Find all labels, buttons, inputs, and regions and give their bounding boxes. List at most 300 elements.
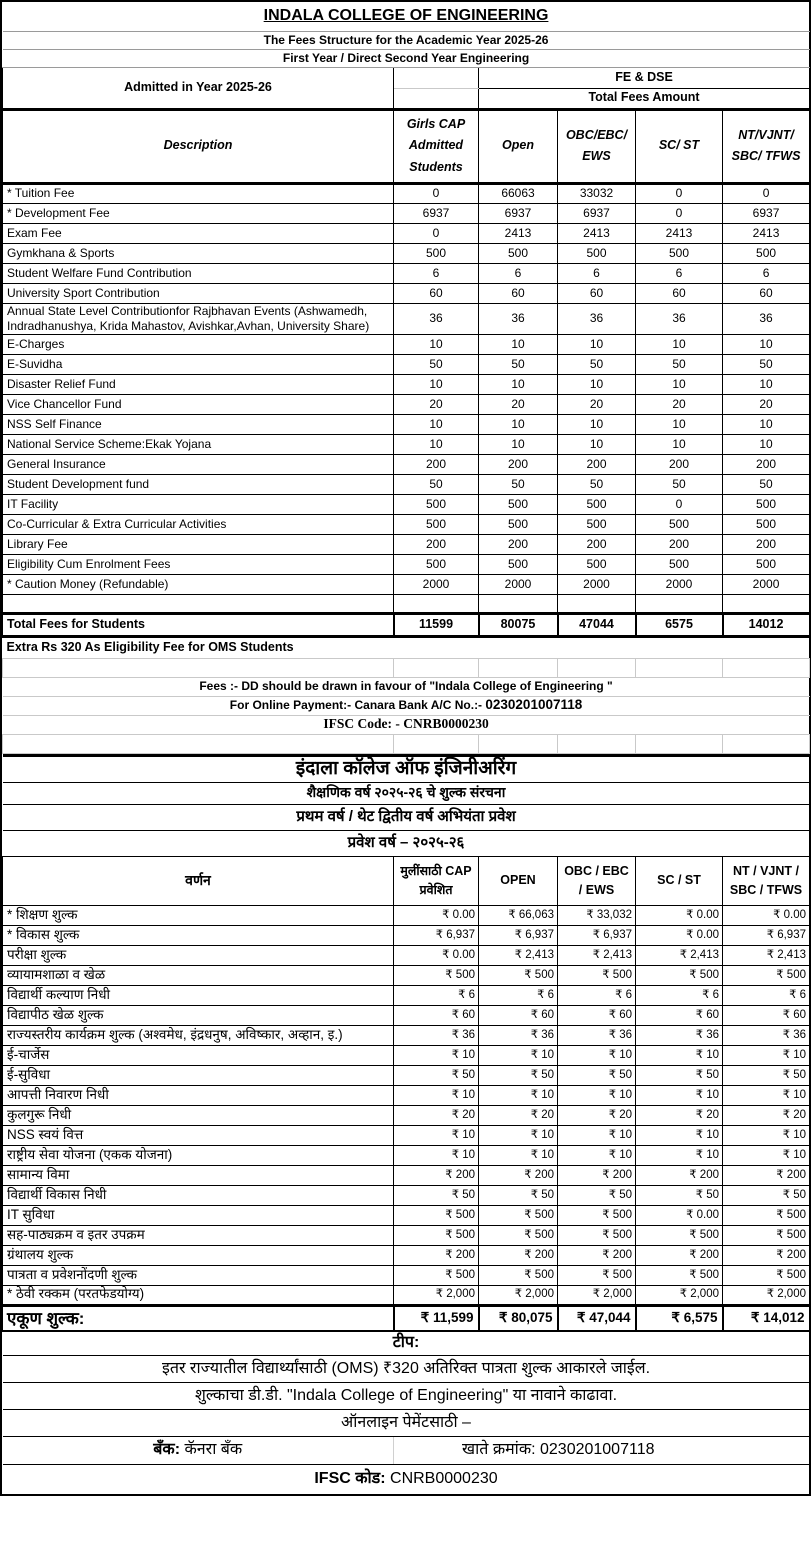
total-value: ₹ 47,044 — [558, 1305, 636, 1331]
fee-value: ₹ 10 — [723, 1085, 810, 1105]
note-title: टीप: — [3, 1331, 810, 1355]
table-row — [3, 474, 810, 494]
fee-value: ₹ 200 — [479, 1245, 558, 1265]
fee-value: ₹ 200 — [394, 1245, 479, 1265]
empty-cell — [558, 594, 636, 613]
college-title: INDALA COLLEGE OF ENGINEERING — [3, 2, 810, 31]
fee-description: * Caution Money (Refundable) — [3, 574, 394, 594]
table-row — [3, 1125, 810, 1145]
fee-value: 200 — [636, 454, 723, 474]
fee-value: ₹ 10 — [636, 1145, 723, 1165]
admitted-year-header: Admitted in Year 2025-26 — [3, 67, 394, 109]
fee-value: 10 — [479, 434, 558, 454]
extra-fee-note-row — [3, 636, 810, 658]
fee-value: 2000 — [723, 574, 810, 594]
fee-value: 10 — [558, 414, 636, 434]
fee-description: ई-चार्जेस — [3, 1045, 394, 1065]
fee-value: 6937 — [558, 203, 636, 223]
fee-value: 0 — [723, 183, 810, 203]
table-row — [3, 1045, 810, 1065]
fee-value: ₹ 50 — [479, 1065, 558, 1085]
fee-value: 10 — [479, 414, 558, 434]
fee-value: ₹ 0.00 — [723, 905, 810, 925]
fee-value: ₹ 200 — [636, 1245, 723, 1265]
fee-value: ₹ 200 — [723, 1165, 810, 1185]
fee-value: ₹ 50 — [723, 1185, 810, 1205]
online-payment-note-marathi: ऑनलाइन पेमेंटसाठी – — [3, 1409, 810, 1436]
fee-value: ₹ 60 — [394, 1005, 479, 1025]
fee-value: 200 — [558, 534, 636, 554]
fee-value: 50 — [558, 474, 636, 494]
fee-value: ₹ 20 — [394, 1105, 479, 1125]
table-row — [3, 203, 810, 223]
fee-description: पात्रता व प्रवेशनोंदणी शुल्क — [3, 1265, 394, 1285]
fee-value: ₹ 6,937 — [479, 925, 558, 945]
admission-year-row-marathi — [3, 830, 810, 856]
fee-value: 50 — [636, 354, 723, 374]
fee-value: 10 — [394, 374, 479, 394]
fee-value: ₹ 36 — [394, 1025, 479, 1045]
fee-value: 500 — [723, 514, 810, 534]
fee-value: ₹ 10 — [723, 1045, 810, 1065]
fee-value: 10 — [636, 434, 723, 454]
col-description: Description — [3, 109, 394, 183]
subtitle-row-marathi — [3, 804, 810, 830]
fee-value: ₹ 500 — [479, 965, 558, 985]
empty-cell — [394, 594, 479, 613]
total-row-english — [3, 613, 810, 636]
fee-value: ₹ 60 — [479, 1005, 558, 1025]
table-row — [3, 1265, 810, 1285]
fee-description: * Tuition Fee — [3, 183, 394, 203]
fee-value: 10 — [723, 374, 810, 394]
group-subheader: Total Fees Amount — [479, 88, 810, 109]
fee-description: Eligibility Cum Enrolment Fees — [3, 554, 394, 574]
fee-value: ₹ 36 — [479, 1025, 558, 1045]
table-row — [3, 1285, 810, 1305]
table-row — [3, 1025, 810, 1045]
fee-value: 36 — [636, 303, 723, 334]
fee-description: राष्ट्रीय सेवा योजना (एकक योजना) — [3, 1145, 394, 1165]
fee-rows-marathi — [3, 905, 810, 1305]
fee-value: 36 — [558, 303, 636, 334]
fee-value: ₹ 0.00 — [636, 905, 723, 925]
empty-cell — [394, 67, 479, 88]
fee-value: 20 — [723, 394, 810, 414]
fee-value: ₹ 2,413 — [479, 945, 558, 965]
fee-value: ₹ 10 — [479, 1125, 558, 1145]
fee-value: ₹ 50 — [723, 1065, 810, 1085]
total-label: Total Fees for Students — [3, 613, 394, 636]
fee-description: सामान्य विमा — [3, 1165, 394, 1185]
title-row-marathi — [3, 755, 810, 782]
col-girls-cap: Girls CAP Admitted Students — [394, 109, 479, 183]
table-row — [3, 434, 810, 454]
fee-value: ₹ 10 — [479, 1085, 558, 1105]
fee-rows-english — [3, 183, 810, 594]
fee-description: Exam Fee — [3, 223, 394, 243]
fee-value: 0 — [394, 183, 479, 203]
oms-note-row — [3, 1355, 810, 1382]
fee-value: 200 — [723, 454, 810, 474]
table-row — [3, 905, 810, 925]
dd-note: Fees :- DD should be drawn in favour of "Indala College of Engineering " — [3, 677, 810, 696]
fee-value: 2413 — [479, 223, 558, 243]
empty-cell — [394, 658, 479, 677]
fee-value: ₹ 6,937 — [558, 925, 636, 945]
fee-value: ₹ 2,000 — [636, 1285, 723, 1305]
column-header-row-marathi — [3, 856, 810, 905]
college-title-marathi: इंदाला कॉलेज ऑफ इंजिनीअरिंग — [3, 755, 810, 782]
ifsc-row — [3, 715, 810, 734]
fee-value: 2413 — [558, 223, 636, 243]
table-row — [3, 414, 810, 434]
fee-value: ₹ 50 — [636, 1065, 723, 1085]
fee-value: 50 — [479, 354, 558, 374]
fee-value: 36 — [394, 303, 479, 334]
fee-value: 0 — [636, 203, 723, 223]
fee-value: 50 — [723, 354, 810, 374]
fee-value: 10 — [723, 334, 810, 354]
fee-value: ₹ 500 — [558, 965, 636, 985]
table-row — [3, 1225, 810, 1245]
table-row — [3, 1105, 810, 1125]
fee-value: ₹ 10 — [558, 1045, 636, 1065]
empty-cell — [636, 594, 723, 613]
fee-value: 200 — [394, 454, 479, 474]
empty-cell — [479, 658, 558, 677]
table-row — [3, 243, 810, 263]
fee-description: Vice Chancellor Fund — [3, 394, 394, 414]
table-row — [3, 1205, 810, 1225]
fee-value: ₹ 50 — [394, 1065, 479, 1085]
fee-value: ₹ 66,063 — [479, 905, 558, 925]
fee-value: 10 — [558, 434, 636, 454]
fee-value: ₹ 500 — [723, 1265, 810, 1285]
fee-value: 10 — [394, 414, 479, 434]
fee-description: Gymkhana & Sports — [3, 243, 394, 263]
fee-value: 6 — [558, 263, 636, 283]
fee-description: * ठेवी रक्कम (परतफेडयोग्य) — [3, 1285, 394, 1305]
col-nt-marathi: NT / VJNT / SBC / TFWS — [723, 856, 810, 905]
fees-table-marathi — [2, 754, 811, 1495]
fee-description: विद्यार्थी विकास निधी — [3, 1185, 394, 1205]
fee-value: 10 — [479, 334, 558, 354]
col-description-marathi: वर्णन — [3, 856, 394, 905]
fee-value: 2000 — [558, 574, 636, 594]
col-open-marathi: OPEN — [479, 856, 558, 905]
col-sc-st-marathi: SC / ST — [636, 856, 723, 905]
ifsc-label: IFSC कोड: — [314, 1470, 386, 1488]
fee-value: 200 — [394, 534, 479, 554]
fee-value: 200 — [479, 454, 558, 474]
fee-value: ₹ 36 — [558, 1025, 636, 1045]
fee-value: 500 — [636, 514, 723, 534]
fee-value: 50 — [394, 354, 479, 374]
empty-cell — [558, 734, 636, 753]
fee-description: Annual State Level Contributionfor Rajbhavan Events (Ashwamedh, Indradhanushya, Krida Mahastov, Avishkar,Avhan, University Share) — [3, 303, 394, 334]
total-value: ₹ 80,075 — [479, 1305, 558, 1331]
fee-value: ₹ 500 — [394, 1225, 479, 1245]
dd-note-marathi: शुल्काचा डी.डी. "Indala College of Engineering" या नावाने काढावा. — [3, 1382, 810, 1409]
fee-value: 500 — [636, 243, 723, 263]
empty-cell — [723, 1436, 810, 1464]
fee-value: ₹ 10 — [636, 1085, 723, 1105]
fee-value: 6937 — [394, 203, 479, 223]
fee-value: 10 — [394, 334, 479, 354]
bank-label: बँक: — [153, 1441, 181, 1458]
fee-value: 20 — [636, 394, 723, 414]
empty-cell — [3, 658, 394, 677]
fee-value: 36 — [723, 303, 810, 334]
fee-description: ई-सुविधा — [3, 1065, 394, 1085]
fee-description: NSS स्वयं वित्त — [3, 1125, 394, 1145]
ifsc-value: CNRB0000230 — [385, 1470, 498, 1488]
fee-value: ₹ 10 — [394, 1145, 479, 1165]
fee-value: ₹ 10 — [479, 1045, 558, 1065]
fee-value: ₹ 500 — [723, 1225, 810, 1245]
fees-structure-subtitle: The Fees Structure for the Academic Year 2025-26 — [3, 31, 810, 49]
empty-cell — [394, 734, 479, 753]
column-header-row — [3, 109, 810, 183]
total-value: 14012 — [723, 613, 810, 636]
account-label: खाते क्रमांक: — [462, 1441, 536, 1458]
fee-value: ₹ 0.00 — [636, 1205, 723, 1225]
year-subtitle: First Year / Direct Second Year Engineering — [3, 49, 810, 67]
fee-value: ₹ 500 — [558, 1225, 636, 1245]
fee-value: ₹ 10 — [723, 1125, 810, 1145]
col-obc-marathi: OBC / EBC / EWS — [558, 856, 636, 905]
fees-structure-subtitle-marathi: शैक्षणिक वर्ष २०२५-२६ चे शुल्क संरचना — [3, 782, 810, 804]
filler-row — [3, 734, 810, 753]
fee-value: 10 — [479, 374, 558, 394]
bank-name — [3, 1436, 394, 1464]
fee-value: ₹ 6 — [479, 985, 558, 1005]
fee-description: * विकास शुल्क — [3, 925, 394, 945]
online-payment-row — [3, 696, 810, 715]
fee-value: ₹ 500 — [479, 1225, 558, 1245]
ifsc-row-marathi — [3, 1464, 810, 1494]
fee-value: ₹ 2,000 — [479, 1285, 558, 1305]
fee-value: ₹ 500 — [394, 1205, 479, 1225]
fee-value: ₹ 500 — [558, 1205, 636, 1225]
fee-value: 60 — [636, 283, 723, 303]
fee-value: 10 — [636, 334, 723, 354]
fee-description: सह-पाठ्यक्रम व इतर उपक्रम — [3, 1225, 394, 1245]
fee-value: ₹ 200 — [394, 1165, 479, 1185]
fee-value: 500 — [558, 243, 636, 263]
table-row — [3, 945, 810, 965]
fee-description: E-Charges — [3, 334, 394, 354]
fee-description: विद्यापीठ खेळ शुल्क — [3, 1005, 394, 1025]
fee-description: * Development Fee — [3, 203, 394, 223]
account-number: 0230201007118 — [485, 697, 583, 713]
fee-value: ₹ 2,000 — [723, 1285, 810, 1305]
fee-value: 10 — [723, 414, 810, 434]
ifsc-code-marathi — [3, 1464, 810, 1494]
table-row — [3, 514, 810, 534]
fee-value: ₹ 50 — [394, 1185, 479, 1205]
fee-value: ₹ 2,000 — [394, 1285, 479, 1305]
table-row — [3, 494, 810, 514]
fee-value: ₹ 2,413 — [723, 945, 810, 965]
fee-value: 500 — [636, 554, 723, 574]
col-open: Open — [479, 109, 558, 183]
fee-value: 20 — [394, 394, 479, 414]
fee-description: General Insurance — [3, 454, 394, 474]
fee-value: 500 — [558, 494, 636, 514]
dd-note-row-marathi — [3, 1382, 810, 1409]
fee-value: ₹ 10 — [636, 1125, 723, 1145]
fee-description: Disaster Relief Fund — [3, 374, 394, 394]
fee-value: 10 — [636, 414, 723, 434]
fee-value: 2413 — [636, 223, 723, 243]
fee-value: ₹ 20 — [723, 1105, 810, 1125]
total-value: 6575 — [636, 613, 723, 636]
col-obc: OBC/EBC/ EWS — [558, 109, 636, 183]
fee-value: 6937 — [723, 203, 810, 223]
subtitle-row — [3, 31, 810, 49]
fee-value: 200 — [723, 534, 810, 554]
fee-value: ₹ 10 — [479, 1145, 558, 1165]
empty-row — [3, 594, 810, 613]
fee-description: राज्यस्तरीय कार्यक्रम शुल्क (अश्वमेध, इंद्रधनुष, अविष्कार, अव्हान, इ.) — [3, 1025, 394, 1045]
fee-value: ₹ 10 — [558, 1085, 636, 1105]
fee-value: ₹ 10 — [558, 1125, 636, 1145]
fee-value: 60 — [558, 283, 636, 303]
fee-value: 500 — [394, 554, 479, 574]
fee-value: ₹ 10 — [394, 1085, 479, 1105]
fee-value: 50 — [394, 474, 479, 494]
filler-row — [3, 658, 810, 677]
fee-description: कुलगुरू निधी — [3, 1105, 394, 1125]
table-row — [3, 263, 810, 283]
total-label-marathi: एकूण शुल्क: — [3, 1305, 394, 1331]
col-nt: NT/VJNT/ SBC/ TFWS — [723, 109, 810, 183]
empty-cell — [723, 734, 810, 753]
table-row — [3, 394, 810, 414]
fee-description: विद्यार्थी कल्याण निधी — [3, 985, 394, 1005]
fee-description: व्यायामशाळा व खेळ — [3, 965, 394, 985]
fee-value: 2000 — [479, 574, 558, 594]
fee-value: 60 — [394, 283, 479, 303]
table-row — [3, 1005, 810, 1025]
total-value: ₹ 14,012 — [723, 1305, 810, 1331]
fee-value: ₹ 50 — [558, 1065, 636, 1085]
fee-value: ₹ 60 — [723, 1005, 810, 1025]
fee-value: 10 — [558, 374, 636, 394]
fee-value: ₹ 50 — [479, 1185, 558, 1205]
online-payment-label: For Online Payment:- Canara Bank A/C No.:- — [229, 698, 486, 713]
fee-value: ₹ 10 — [394, 1045, 479, 1065]
online-payment-row-marathi — [3, 1409, 810, 1436]
total-value: ₹ 6,575 — [636, 1305, 723, 1331]
empty-cell — [723, 594, 810, 613]
fee-value: ₹ 20 — [479, 1105, 558, 1125]
fee-value: ₹ 500 — [394, 1265, 479, 1285]
fee-value: 6 — [723, 263, 810, 283]
table-row — [3, 454, 810, 474]
table-row — [3, 1065, 810, 1085]
ifsc-code: IFSC Code: - CNRB0000230 — [3, 715, 810, 734]
table-row — [3, 534, 810, 554]
fee-value: 500 — [394, 514, 479, 534]
fee-value: 20 — [479, 394, 558, 414]
fee-value: 10 — [636, 374, 723, 394]
fee-value: 200 — [636, 534, 723, 554]
subtitle-row — [3, 49, 810, 67]
fee-value: 36 — [479, 303, 558, 334]
empty-cell — [636, 734, 723, 753]
fee-value: 60 — [479, 283, 558, 303]
oms-note: इतर राज्यातील विद्यार्थ्यांसाठी (OMS) ₹320 अतिरिक्त पात्रता शुल्क आकारले जाईल. — [3, 1355, 810, 1382]
fee-value: ₹ 500 — [723, 965, 810, 985]
fee-value: ₹ 2,413 — [636, 945, 723, 965]
fee-value: 10 — [394, 434, 479, 454]
fee-value: ₹ 500 — [558, 1265, 636, 1285]
table-row — [3, 554, 810, 574]
fee-value: 50 — [479, 474, 558, 494]
fee-value: 500 — [479, 514, 558, 534]
fee-value: ₹ 60 — [636, 1005, 723, 1025]
fee-value: ₹ 6 — [558, 985, 636, 1005]
note-title-row — [3, 1331, 810, 1355]
fee-description: Co-Curricular & Extra Curricular Activities — [3, 514, 394, 534]
fee-description: E-Suvidha — [3, 354, 394, 374]
fee-description: IT Facility — [3, 494, 394, 514]
fees-table-english — [2, 2, 811, 754]
table-row — [3, 334, 810, 354]
bank-value: कॅनरा बँक — [180, 1441, 243, 1458]
fee-description: परीक्षा शुल्क — [3, 945, 394, 965]
fee-value: ₹ 36 — [636, 1025, 723, 1045]
fee-value: ₹ 200 — [636, 1165, 723, 1185]
fee-description: Library Fee — [3, 534, 394, 554]
fee-value: ₹ 2,000 — [558, 1285, 636, 1305]
fee-value: ₹ 50 — [636, 1185, 723, 1205]
extra-fee-note: Extra Rs 320 As Eligibility Fee for OMS Students — [3, 636, 810, 658]
empty-cell — [558, 658, 636, 677]
fee-value: 50 — [723, 474, 810, 494]
fee-value: ₹ 200 — [723, 1245, 810, 1265]
fee-value: ₹ 20 — [636, 1105, 723, 1125]
table-row — [3, 1145, 810, 1165]
total-value: 47044 — [558, 613, 636, 636]
fee-description: * शिक्षण शुल्क — [3, 905, 394, 925]
empty-cell — [394, 88, 479, 109]
fee-value: ₹ 500 — [479, 1265, 558, 1285]
table-row — [3, 1165, 810, 1185]
fee-value: ₹ 500 — [394, 965, 479, 985]
fee-value: ₹ 0.00 — [394, 945, 479, 965]
fee-value: 500 — [394, 494, 479, 514]
table-row — [3, 1085, 810, 1105]
fee-value: 500 — [479, 494, 558, 514]
year-subtitle-marathi: प्रथम वर्ष / थेट द्वितीय वर्ष अभियंता प्रवेश — [3, 804, 810, 830]
fee-value: 20 — [558, 394, 636, 414]
fee-value: ₹ 6 — [394, 985, 479, 1005]
fee-value: ₹ 10 — [723, 1145, 810, 1165]
fee-value: 2000 — [636, 574, 723, 594]
empty-cell — [636, 658, 723, 677]
fee-value: ₹ 10 — [636, 1045, 723, 1065]
fee-value: 6 — [479, 263, 558, 283]
admission-year-marathi: प्रवेश वर्ष – २०२५-२६ — [3, 830, 810, 856]
fee-value: ₹ 6,937 — [394, 925, 479, 945]
fee-value: 500 — [479, 243, 558, 263]
fee-value: 0 — [394, 223, 479, 243]
header-row — [3, 67, 810, 88]
